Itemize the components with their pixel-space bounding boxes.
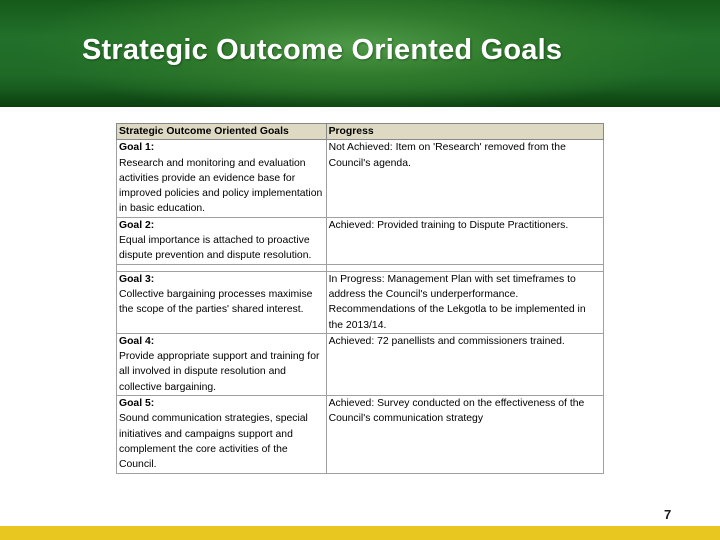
progress-cell: Achieved: Survey conducted on the effectiveness of the Council's communication strategy <box>326 396 603 473</box>
table-row <box>117 396 604 473</box>
goal-name: Goal 5: <box>119 398 155 410</box>
goal-description: Equal importance is attached to proactive dispute prevention and dispute resolution. <box>119 235 312 262</box>
column-header-goals: Strategic Outcome Oriented Goals <box>117 124 327 140</box>
table-row <box>117 271 604 333</box>
spacer-row <box>117 264 604 271</box>
goal-description: Provide appropriate support and training for all involved in dispute resolution and collective bargaining. <box>119 351 320 393</box>
goal-name: Goal 1: <box>119 142 155 154</box>
table-row <box>117 333 604 395</box>
goal-description: Collective bargaining processes maximise the scope of the parties' shared interest. <box>119 288 313 316</box>
progress-cell: Not Achieved: Item on 'Research' removed from the Council's agenda. <box>326 140 603 217</box>
goal-cell <box>117 396 327 473</box>
page-number: 7 <box>664 507 672 522</box>
progress-cell: Achieved: 72 panellists and commissioners trained. <box>326 333 603 395</box>
goal-cell <box>117 271 327 333</box>
goal-name: Goal 4: <box>119 335 155 347</box>
table-row <box>117 217 604 264</box>
table-row <box>117 140 604 217</box>
goal-description: Research and monitoring and evaluation activities provide an evidence base for improved policies and policy implementation in basic education. <box>119 157 323 215</box>
goal-cell <box>117 140 327 217</box>
goal-cell <box>117 217 327 264</box>
progress-cell: In Progress: Management Plan with set timeframes to address the Council's underperformance. Recommendations of the Lekgotla to be implemented in the 2013/14. <box>326 271 603 333</box>
goal-description: Sound communication strategies, special initiatives and campaigns support and complement the core activities of the Council. <box>119 413 308 471</box>
goals-table <box>116 123 604 474</box>
table-header-row <box>117 124 604 140</box>
footer-bar <box>0 526 720 540</box>
progress-cell: Achieved: Provided training to Dispute Practitioners. <box>326 217 603 264</box>
goal-cell <box>117 333 327 395</box>
slide-header-banner <box>0 0 720 107</box>
column-header-progress: Progress <box>326 124 603 140</box>
goal-name: Goal 3: <box>119 273 155 285</box>
slide-title: Strategic Outcome Oriented Goals <box>82 34 563 66</box>
goal-name: Goal 2: <box>119 219 155 231</box>
